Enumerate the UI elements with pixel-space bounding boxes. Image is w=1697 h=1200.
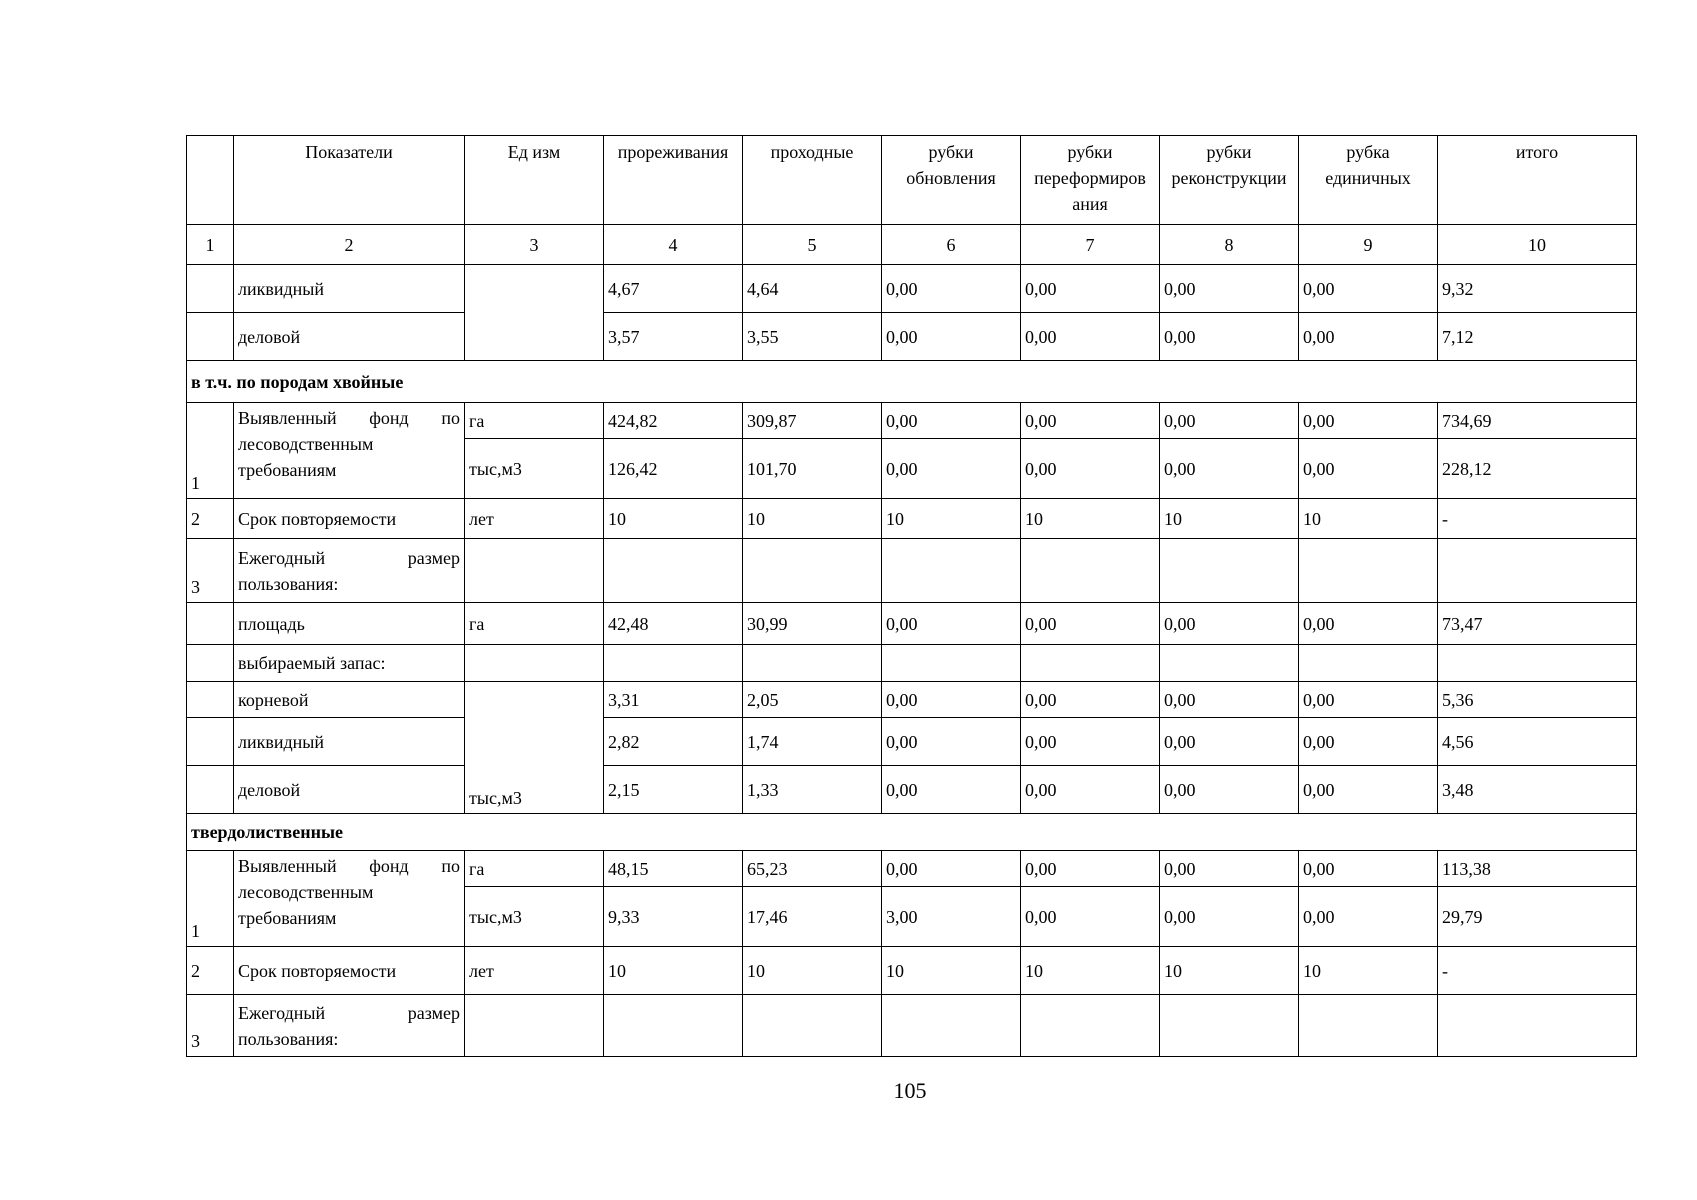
column-number: 2 [234,225,465,265]
row-number-cell [187,766,234,814]
table-row [187,851,1637,887]
header-cell-num [187,136,234,225]
section-title: в т.ч. по породам хвойные [187,361,1637,403]
column-number: 7 [1021,225,1160,265]
value-cell: 0,00 [1299,403,1438,439]
column-number: 4 [604,225,743,265]
value-cell: 10 [743,499,882,539]
value-cell: 17,46 [743,887,882,947]
value-cell [1299,539,1438,603]
value-cell: 42,48 [604,603,743,645]
column-number: 3 [465,225,604,265]
total-cell [1438,645,1637,682]
table-row [187,995,1637,1057]
unit-cell: тыс,м3 [465,887,604,947]
value-cell: 0,00 [1160,682,1299,718]
value-cell: 0,00 [1299,851,1438,887]
value-cell: 0,00 [882,313,1021,361]
value-cell [1021,645,1160,682]
value-cell: 10 [882,947,1021,995]
value-cell: 3,55 [743,313,882,361]
table-row [187,313,1637,361]
row-label: деловой [234,313,465,361]
value-cell [604,995,743,1057]
value-cell: 48,15 [604,851,743,887]
row-label: Срок повторяемости [234,499,465,539]
row-label: площадь [234,603,465,645]
row-number-cell [187,603,234,645]
header-cell-thinning: прореживания [604,136,743,225]
value-cell: 0,00 [1160,313,1299,361]
value-cell: 0,00 [882,851,1021,887]
value-cell: 0,00 [1160,403,1299,439]
value-cell: 0,00 [1299,718,1438,766]
value-cell: 0,00 [1021,718,1160,766]
value-cell: 4,67 [604,265,743,313]
header-cell-renewal: рубки обновления [882,136,1021,225]
unit-cell [465,995,604,1057]
value-cell [1299,645,1438,682]
section-title: твердолиственные [187,814,1637,851]
unit-cell: тыс,м3 [465,439,604,499]
row-label: деловой [234,766,465,814]
header-cell-reconstruction: рубки реконструкции [1160,136,1299,225]
value-cell [743,995,882,1057]
unit-cell [465,645,604,682]
column-number: 9 [1299,225,1438,265]
row-label: Выявленный фонд по лесоводственным требованиям [234,403,465,499]
value-cell [604,645,743,682]
table-row [187,718,1637,766]
value-cell: 1,74 [743,718,882,766]
row-number-cell [187,313,234,361]
row-label: Ежегодный размер пользования: [234,995,465,1057]
row-number-cell: 1 [187,403,234,499]
value-cell: 3,00 [882,887,1021,947]
unit-cell [465,265,604,361]
section-row-hardwood [187,814,1637,851]
header-cell-unit: Ед изм [465,136,604,225]
row-number-cell: 1 [187,851,234,947]
value-cell: 0,00 [1299,766,1438,814]
value-cell: 0,00 [882,718,1021,766]
value-cell: 0,00 [882,603,1021,645]
value-cell [1021,539,1160,603]
row-label: ликвидный [234,718,465,766]
row-number-cell: 3 [187,539,234,603]
total-cell: 4,56 [1438,718,1637,766]
value-cell: 0,00 [1021,265,1160,313]
value-cell: 10 [1299,947,1438,995]
row-label: Выявленный фонд по лесоводственным требованиям [234,851,465,947]
row-number-cell [187,645,234,682]
unit-cell: лет [465,947,604,995]
total-cell [1438,539,1637,603]
column-number-row [187,225,1637,265]
value-cell: 0,00 [1299,439,1438,499]
value-cell [1160,995,1299,1057]
section-row-conifer [187,361,1637,403]
table-row [187,403,1637,439]
value-cell: 30,99 [743,603,882,645]
header-cell-total: итого [1438,136,1637,225]
table-row [187,539,1637,603]
header-row [187,136,1637,225]
value-cell: 3,57 [604,313,743,361]
value-cell: 10 [1160,947,1299,995]
value-cell: 0,00 [1299,265,1438,313]
value-cell: 0,00 [1021,313,1160,361]
value-cell: 10 [604,499,743,539]
value-cell: 101,70 [743,439,882,499]
value-cell [882,539,1021,603]
unit-cell: лет [465,499,604,539]
value-cell: 0,00 [1160,766,1299,814]
value-cell: 0,00 [1160,603,1299,645]
unit-cell: га [465,603,604,645]
value-cell: 10 [604,947,743,995]
value-cell: 3,31 [604,682,743,718]
column-number: 8 [1160,225,1299,265]
row-label: Срок повторяемости [234,947,465,995]
table-row [187,645,1637,682]
value-cell: 0,00 [1299,682,1438,718]
column-number: 5 [743,225,882,265]
value-cell [1160,539,1299,603]
value-cell: 10 [1299,499,1438,539]
page-number: 105 [893,1078,927,1103]
header-cell-single: рубка единичных [1299,136,1438,225]
unit-cell [465,539,604,603]
header-cell-reformation: рубки переформиров ания [1021,136,1160,225]
header-cell-passage: проходные [743,136,882,225]
table-row [187,265,1637,313]
row-label: Ежегодный размер пользования: [234,539,465,603]
row-number-cell [187,718,234,766]
value-cell: 2,82 [604,718,743,766]
table-row [187,947,1637,995]
total-cell: 73,47 [1438,603,1637,645]
value-cell [743,645,882,682]
row-number-cell [187,265,234,313]
total-cell: 9,32 [1438,265,1637,313]
column-number: 10 [1438,225,1637,265]
value-cell: 0,00 [882,403,1021,439]
value-cell: 0,00 [1021,766,1160,814]
value-cell: 65,23 [743,851,882,887]
value-cell: 0,00 [882,766,1021,814]
row-number-cell: 2 [187,499,234,539]
total-cell: 7,12 [1438,313,1637,361]
value-cell: 10 [1021,947,1160,995]
table-row [187,766,1637,814]
value-cell: 10 [743,947,882,995]
row-label: ликвидный [234,265,465,313]
unit-cell: га [465,851,604,887]
total-cell: 734,69 [1438,403,1637,439]
value-cell: 0,00 [882,682,1021,718]
column-number: 1 [187,225,234,265]
total-cell: - [1438,947,1637,995]
value-cell: 309,87 [743,403,882,439]
table-row [187,603,1637,645]
value-cell: 0,00 [1299,887,1438,947]
total-cell: 29,79 [1438,887,1637,947]
forest-use-table [186,135,1637,1057]
row-number-cell: 3 [187,995,234,1057]
value-cell: 1,33 [743,766,882,814]
unit-cell: тыс,м3 [465,682,604,814]
value-cell [1021,995,1160,1057]
table-row [187,682,1637,718]
value-cell: 0,00 [1160,887,1299,947]
table-row [187,499,1637,539]
value-cell: 0,00 [1021,439,1160,499]
total-cell: 228,12 [1438,439,1637,499]
value-cell [882,995,1021,1057]
value-cell: 10 [1021,499,1160,539]
value-cell: 10 [882,499,1021,539]
header-cell-indicators: Показатели [234,136,465,225]
value-cell: 4,64 [743,265,882,313]
row-number-cell: 2 [187,947,234,995]
value-cell [743,539,882,603]
value-cell: 0,00 [1021,603,1160,645]
value-cell [1160,645,1299,682]
value-cell: 10 [1160,499,1299,539]
unit-cell: га [465,403,604,439]
value-cell [1299,995,1438,1057]
column-number: 6 [882,225,1021,265]
total-cell: 5,36 [1438,682,1637,718]
value-cell: 0,00 [882,439,1021,499]
value-cell: 0,00 [882,265,1021,313]
value-cell: 0,00 [1021,403,1160,439]
value-cell: 0,00 [1160,851,1299,887]
value-cell: 424,82 [604,403,743,439]
value-cell: 2,05 [743,682,882,718]
value-cell: 0,00 [1160,439,1299,499]
value-cell: 9,33 [604,887,743,947]
value-cell [882,645,1021,682]
row-label: выбираемый запас: [234,645,465,682]
value-cell: 0,00 [1021,682,1160,718]
row-label: корневой [234,682,465,718]
total-cell: - [1438,499,1637,539]
value-cell: 0,00 [1021,851,1160,887]
value-cell: 0,00 [1160,265,1299,313]
value-cell: 0,00 [1160,718,1299,766]
value-cell: 0,00 [1299,313,1438,361]
value-cell: 126,42 [604,439,743,499]
total-cell: 3,48 [1438,766,1637,814]
value-cell: 0,00 [1021,887,1160,947]
total-cell [1438,995,1637,1057]
row-number-cell [187,682,234,718]
total-cell: 113,38 [1438,851,1637,887]
value-cell: 0,00 [1299,603,1438,645]
value-cell [604,539,743,603]
value-cell: 2,15 [604,766,743,814]
